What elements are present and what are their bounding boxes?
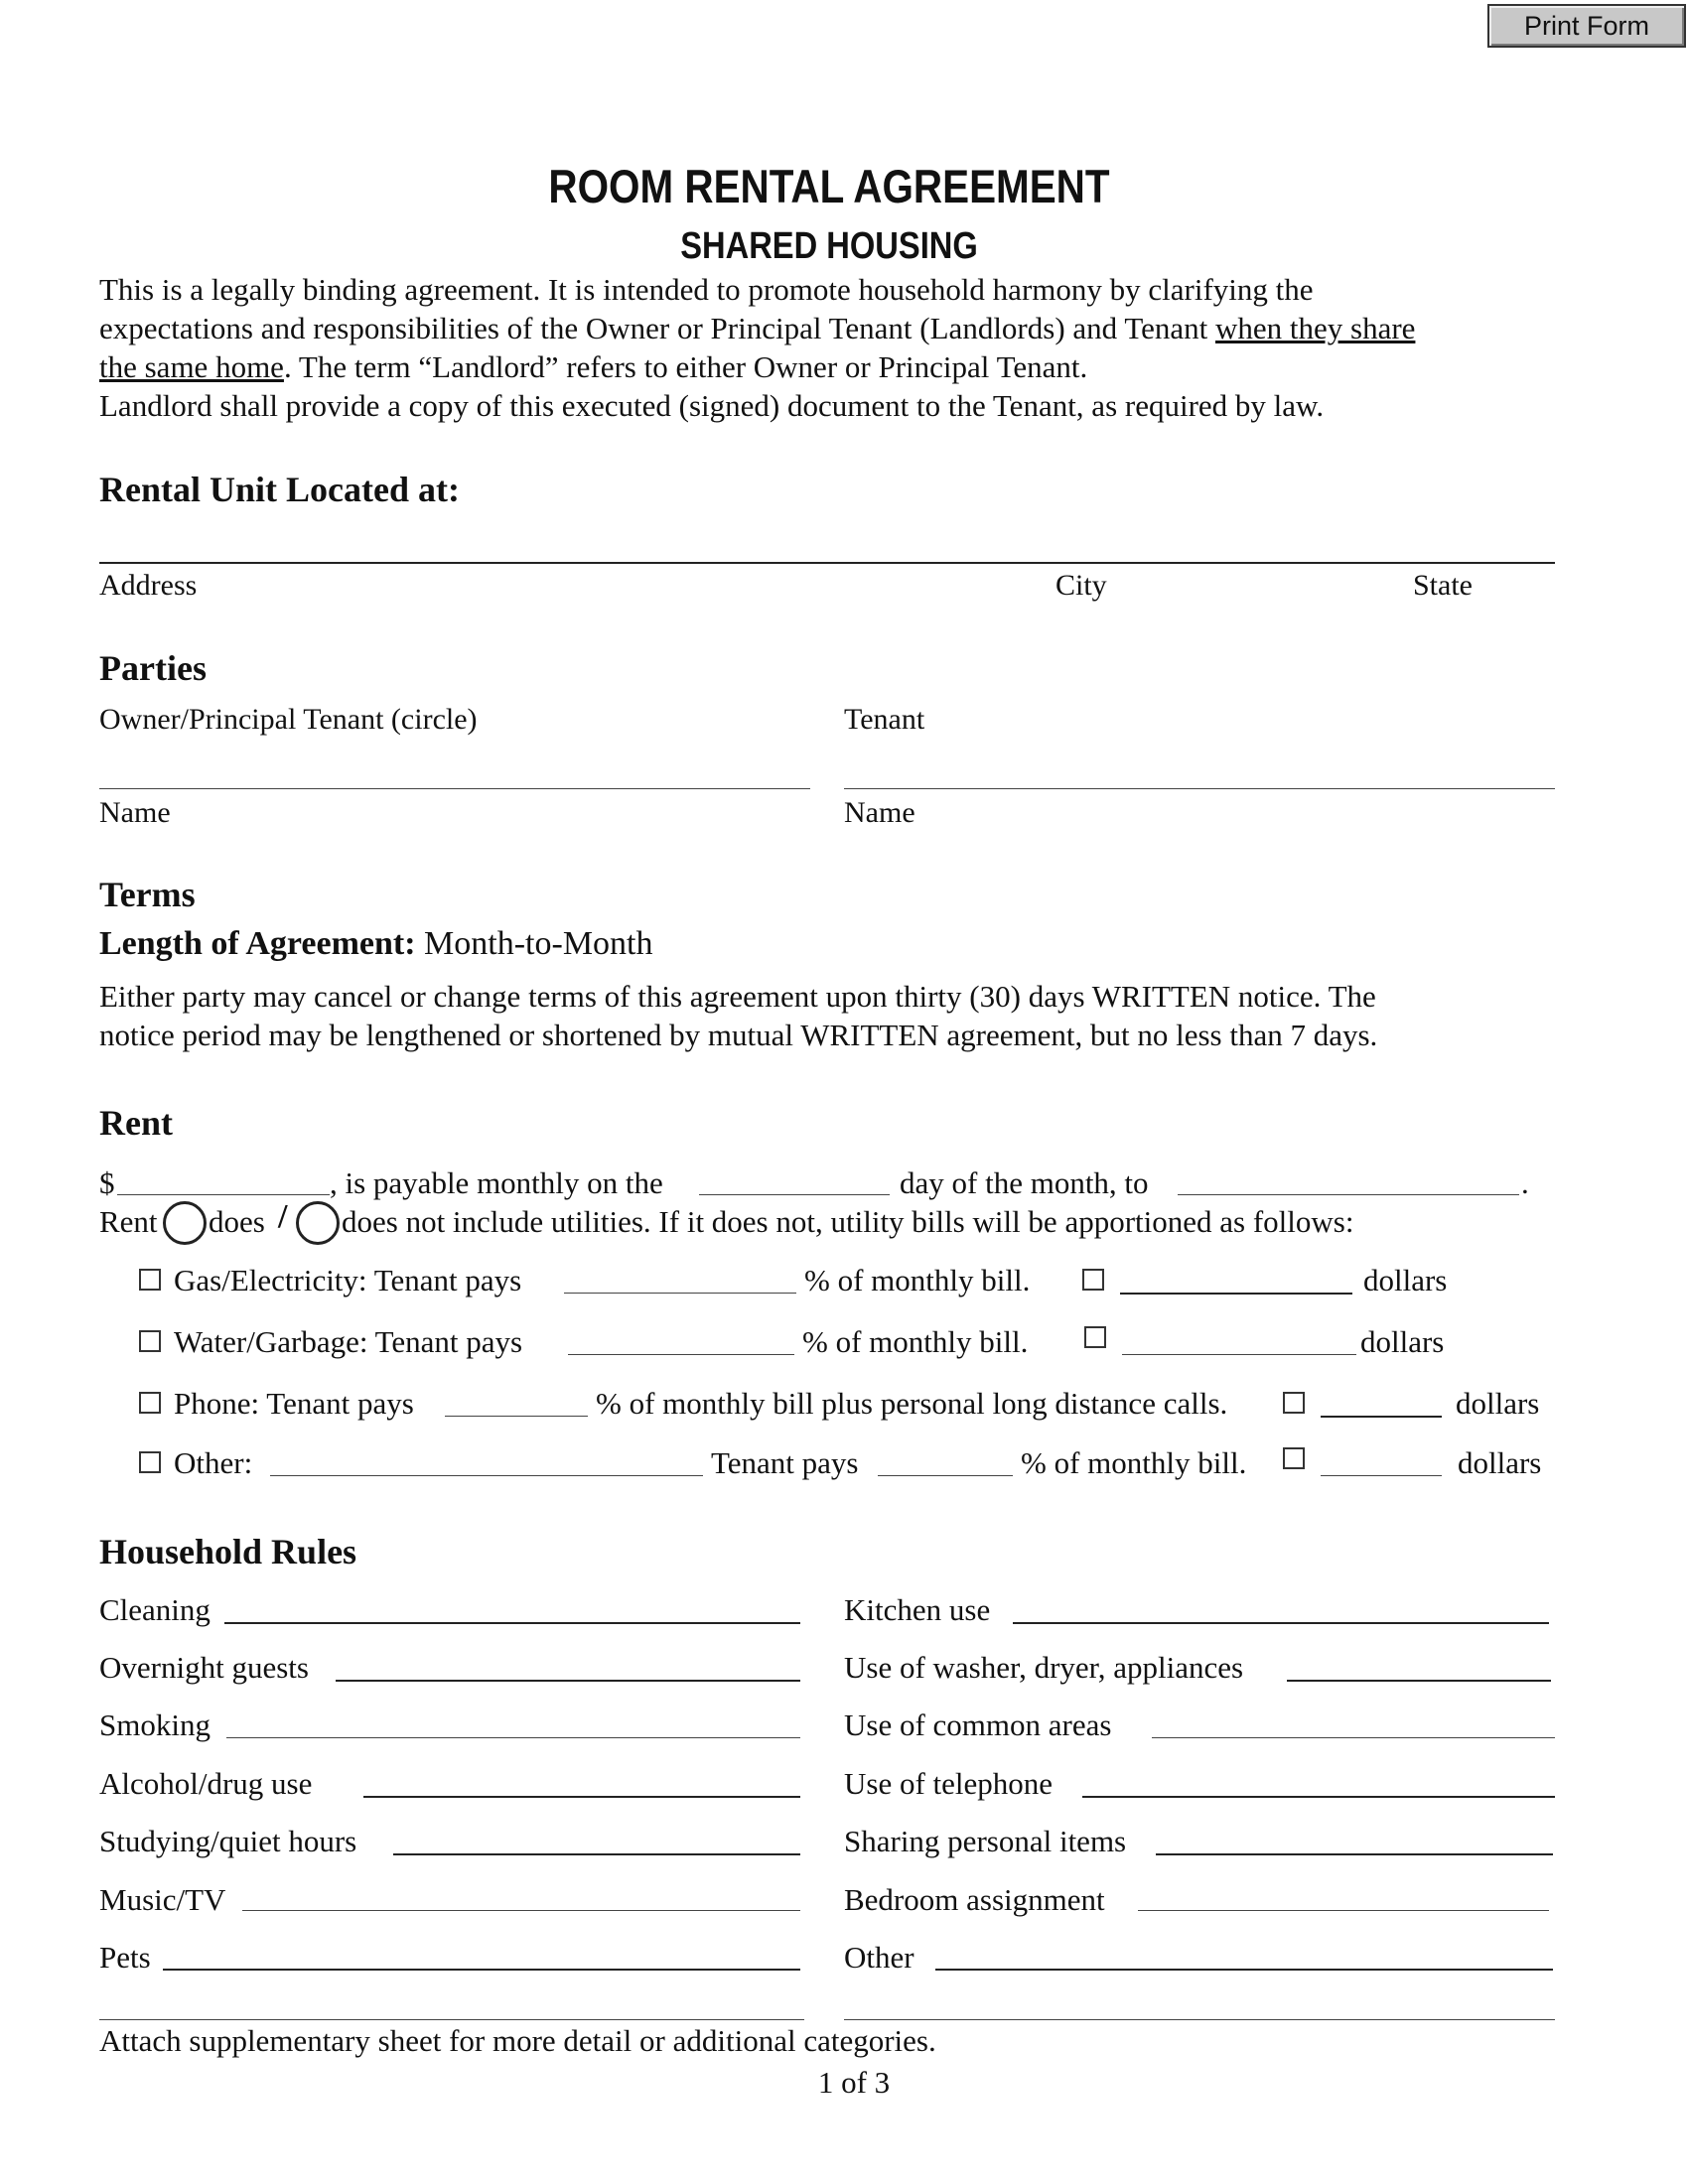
water-garbage-label: Water/Garbage: Tenant pays: [174, 1324, 523, 1359]
rule-smoking-line[interactable]: [226, 1737, 800, 1738]
rule-cleaning-line[interactable]: [224, 1622, 800, 1624]
rent-day-text: day of the month, to: [900, 1165, 1149, 1200]
intro-line-4: Landlord shall provide a copy of this executed (signed) document to the Tenant, as required by law.: [99, 388, 1325, 423]
gas-electricity-label: Gas/Electricity: Tenant pays: [174, 1263, 522, 1297]
rule-alcohol-drug-label: Alcohol/drug use: [99, 1766, 313, 1801]
other-utility-percent-text: % of monthly bill.: [1021, 1445, 1247, 1480]
water-garbage-dollars-checkbox[interactable]: [1084, 1326, 1106, 1348]
rent-period: .: [1521, 1165, 1529, 1200]
tenant-name-label: Name: [844, 796, 915, 829]
rule-washer-dryer-label: Use of washer, dryer, appliances: [844, 1650, 1244, 1685]
phone-percent-text: % of monthly bill plus personal long distance calls.: [596, 1386, 1228, 1421]
intro-paragraph: [99, 270, 1609, 425]
rule-sharing-items-label: Sharing personal items: [844, 1824, 1127, 1858]
rent-payee-line[interactable]: [1178, 1194, 1519, 1195]
rule-kitchen-use-line[interactable]: [1013, 1622, 1549, 1624]
rent-day-line[interactable]: [699, 1194, 890, 1195]
rule-studying-quiet-line[interactable]: [393, 1853, 800, 1855]
gas-electricity-percent-text: % of monthly bill.: [804, 1263, 1031, 1297]
rent-heading: Rent: [99, 1103, 173, 1143]
rule-other-label: Other: [844, 1940, 914, 1975]
length-label: Length of Agreement:: [99, 925, 416, 962]
page-title: ROOM RENTAL AGREEMENT: [548, 160, 1110, 212]
rule-studying-quiet-label: Studying/quiet hours: [99, 1824, 357, 1858]
rule-bedroom-assignment-line[interactable]: [1138, 1910, 1549, 1911]
other-utility-label: Other:: [174, 1445, 253, 1480]
rule-sharing-items-line[interactable]: [1156, 1853, 1553, 1855]
intro-text: . The term “Landlord” refers to either Owner or Principal Tenant.: [283, 349, 1088, 384]
print-form-button[interactable]: Print Form: [1487, 4, 1686, 48]
rent-dollar-sign: $: [99, 1165, 115, 1200]
rent-includes-utilities-radio[interactable]: [163, 1201, 207, 1245]
rule-alcohol-drug-line[interactable]: [363, 1796, 800, 1798]
rent-payable-text: , is payable monthly on the: [330, 1165, 663, 1200]
other-utility-tenant-pays: Tenant pays: [711, 1445, 859, 1480]
water-garbage-dollars-label: dollars: [1360, 1324, 1445, 1359]
other-utility-dollars-line[interactable]: [1321, 1475, 1442, 1476]
rule-other-line[interactable]: [935, 1969, 1553, 1971]
gas-electricity-dollars-checkbox[interactable]: [1082, 1269, 1104, 1291]
page-subtitle: SHARED HOUSING: [680, 225, 978, 267]
owner-name-label: Name: [99, 796, 171, 829]
owner-name-line[interactable]: [99, 788, 810, 789]
tenant-name-line[interactable]: [844, 788, 1555, 789]
rent-does-label: does: [209, 1204, 265, 1239]
rent-amount-line[interactable]: [117, 1194, 330, 1195]
other-utility-dollars-label: dollars: [1458, 1445, 1542, 1480]
phone-checkbox[interactable]: [139, 1392, 161, 1414]
supplementary-note: Attach supplementary sheet for more detail or additional categories.: [99, 2023, 936, 2058]
state-label: State: [1413, 569, 1473, 602]
terms-line-2: notice period may be lengthened or shortened by mutual WRITTEN agreement, but no less than 7 days.: [99, 1018, 1378, 1052]
phone-label: Phone: Tenant pays: [174, 1386, 414, 1421]
phone-dollars-line[interactable]: [1321, 1416, 1442, 1418]
water-garbage-checkbox[interactable]: [139, 1330, 161, 1352]
gas-electricity-checkbox[interactable]: [139, 1269, 161, 1291]
rule-washer-dryer-line[interactable]: [1287, 1680, 1551, 1682]
gas-electricity-percent-line[interactable]: [564, 1293, 796, 1294]
other-utility-checkbox[interactable]: [139, 1451, 161, 1473]
water-garbage-percent-line[interactable]: [568, 1354, 794, 1355]
other-utility-percent-line[interactable]: [878, 1475, 1013, 1476]
rule-cleaning-label: Cleaning: [99, 1592, 211, 1627]
terms-heading: Terms: [99, 875, 196, 914]
terms-paragraph: [99, 977, 1609, 1054]
intro-underlined-text: when they share: [1215, 311, 1416, 345]
length-of-agreement: [99, 925, 653, 963]
rule-telephone-label: Use of telephone: [844, 1766, 1054, 1801]
rule-pets-line[interactable]: [163, 1969, 800, 1971]
other-utility-description-line[interactable]: [270, 1475, 703, 1476]
tenant-label: Tenant: [844, 703, 925, 736]
rule-telephone-line[interactable]: [1082, 1796, 1555, 1798]
rule-smoking-label: Smoking: [99, 1707, 211, 1742]
rule-music-tv-line[interactable]: [242, 1910, 800, 1911]
rule-common-areas-label: Use of common areas: [844, 1707, 1112, 1742]
rent-slash: /: [278, 1198, 288, 1235]
rule-music-tv-label: Music/TV: [99, 1882, 226, 1917]
rule-kitchen-use-label: Kitchen use: [844, 1592, 991, 1627]
terms-line-1: Either party may cancel or change terms of this agreement upon thirty (30) days WRITTEN notice. The: [99, 979, 1376, 1014]
rent-word: Rent: [99, 1204, 158, 1239]
water-garbage-dollars-line[interactable]: [1122, 1354, 1356, 1355]
rule-overnight-guests-line[interactable]: [336, 1680, 800, 1682]
parties-heading: Parties: [99, 648, 207, 688]
rule-pets-label: Pets: [99, 1940, 151, 1975]
rule-extra-line-right[interactable]: [844, 2019, 1555, 2020]
water-garbage-percent-text: % of monthly bill.: [802, 1324, 1029, 1359]
household-rules-heading: Household Rules: [99, 1532, 357, 1571]
gas-electricity-dollars-line[interactable]: [1120, 1293, 1352, 1295]
phone-dollars-label: dollars: [1456, 1386, 1540, 1421]
intro-text: expectations and responsibilities of the Owner or Principal Tenant (Landlords) and Tenant: [99, 311, 1215, 345]
rule-common-areas-line[interactable]: [1152, 1737, 1555, 1738]
rule-extra-line-left[interactable]: [99, 2019, 804, 2020]
address-label: Address: [99, 569, 198, 602]
address-input-line[interactable]: [99, 562, 1555, 564]
page-number: 1 of 3: [817, 2065, 891, 2100]
intro-underlined-text: the same home: [99, 349, 284, 384]
intro-line-3: [99, 347, 1609, 386]
rule-bedroom-assignment-label: Bedroom assignment: [844, 1882, 1105, 1917]
intro-line-2: [99, 309, 1609, 347]
intro-line-1: This is a legally binding agreement. It is intended to promote household harmony by clarifying the: [99, 272, 1314, 307]
rent-excludes-utilities-radio[interactable]: [296, 1201, 340, 1245]
city-label: City: [1055, 569, 1107, 602]
rental-unit-heading: Rental Unit Located at:: [99, 470, 460, 509]
owner-principal-tenant-label: Owner/Principal Tenant (circle): [99, 703, 478, 736]
phone-dollars-checkbox[interactable]: [1283, 1392, 1305, 1414]
rent-does-not-text: does not include utilities. If it does not, utility bills will be apportioned as follows:: [342, 1204, 1354, 1239]
phone-percent-line[interactable]: [445, 1416, 588, 1417]
gas-electricity-dollars-label: dollars: [1363, 1263, 1448, 1297]
rule-overnight-guests-label: Overnight guests: [99, 1650, 309, 1685]
other-utility-dollars-checkbox[interactable]: [1283, 1447, 1305, 1469]
length-value: Month-to-Month: [415, 925, 653, 962]
